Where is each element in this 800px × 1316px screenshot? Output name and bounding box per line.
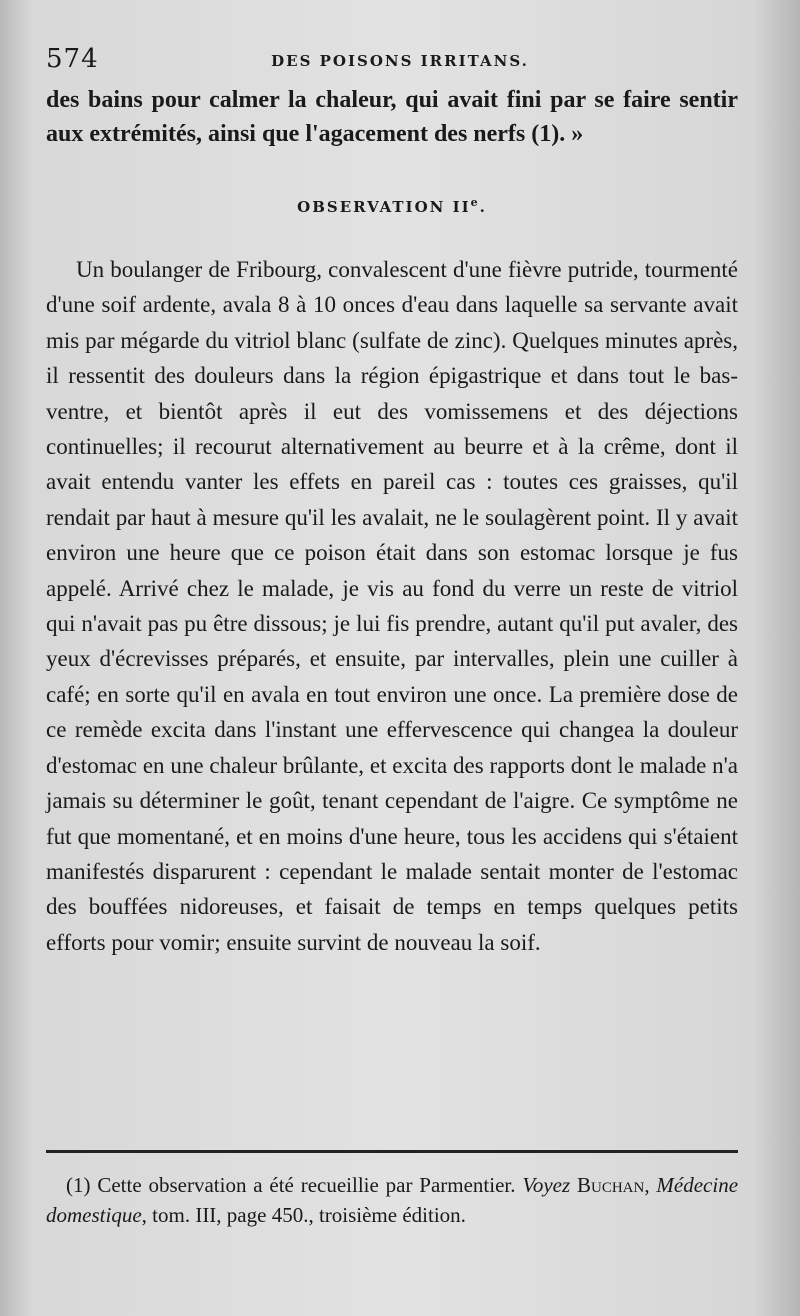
observation-heading	[46, 196, 738, 216]
running-head	[46, 44, 754, 78]
observation-heading-text: OBSERVATION II	[297, 198, 471, 216]
footnote-work: Médecine domestique	[46, 1173, 739, 1227]
continuation-paragraph: des bains pour calmer la chaleur, qui avait fini par se faire sentir aux extrémités, ainsi que l'agacement des nerfs (1). »	[46, 87, 738, 147]
observation-paragraph: Un boulanger de Fribourg, convalescent d'une fièvre putride, tourmenté d'une soif ardente, avala 8 à 10 onces d'eau dans laquelle sa servante avait mis par mégarde du vitriol blanc (sulfate de zinc). Quelques minutes après, il ressentit des douleurs dans la région épigastrique et dans tout le bas-ventre, et bientôt après il eut des vomissemens et des déjections continuelles; il recourut alternativement au beurre et à la crême, dont il avait entendu vanter les effets en pareil cas : toutes ces graisses, qu'il rendait par haut à mesure qu'il les avalait, ne le soulagèrent point. Il y avait environ une heure que ce poison était dans son estomac lorsque je fus appelé. Arrivé chez le malade, je vis au fond du verre un reste de vitriol qui n'avait pas pu être dissous; je lui fis prendre, autant qu'il put avaler, des yeux d'écrevisses préparés, et ensuite, par intervalles, plein une cuiller à café; en sorte qu'il en avala en tout environ une once. La première dose de ce remède excita dans l'instant une effervescence qui changea la douleur d'estomac en une chaleur brûlante, et excita des rapports dont le malade n'a jamais su déterminer le goût, tenant cependant de l'aigre. Ce symptôme ne fut que momentané, et en moins d'une heure, tous les accidens qui s'étaient manifestés disparurent : cependant le malade sentait monter de l'estomac des bouffées nidoreuses, et faisait de temps en temps quelques petits efforts pour vomir; ensuite survint de nouveau la soif.	[46, 257, 738, 955]
footnote-text: Cette observation a été recueillie par Parmentier.	[97, 1173, 516, 1197]
page-number: 574	[46, 44, 99, 74]
footnote-reference: , tom. III, page 450., troisième édition.	[141, 1203, 466, 1227]
observation-heading-sup: e	[470, 196, 480, 209]
footnote: (1) Cette observation a été recueillie par Parmentier. Voyez Buchan, Médecine domestique, tom. III, page 450., troisième édition.	[46, 1173, 739, 1227]
running-title: DES POISONS IRRITANS.	[271, 52, 529, 70]
footnote-author: Buchan	[576, 1173, 645, 1197]
observation-heading-period: .	[479, 198, 487, 216]
footnote-voyez: Voyez	[522, 1173, 571, 1197]
footnote-marker: (1)	[66, 1173, 91, 1197]
footnote-rule	[46, 1150, 738, 1153]
